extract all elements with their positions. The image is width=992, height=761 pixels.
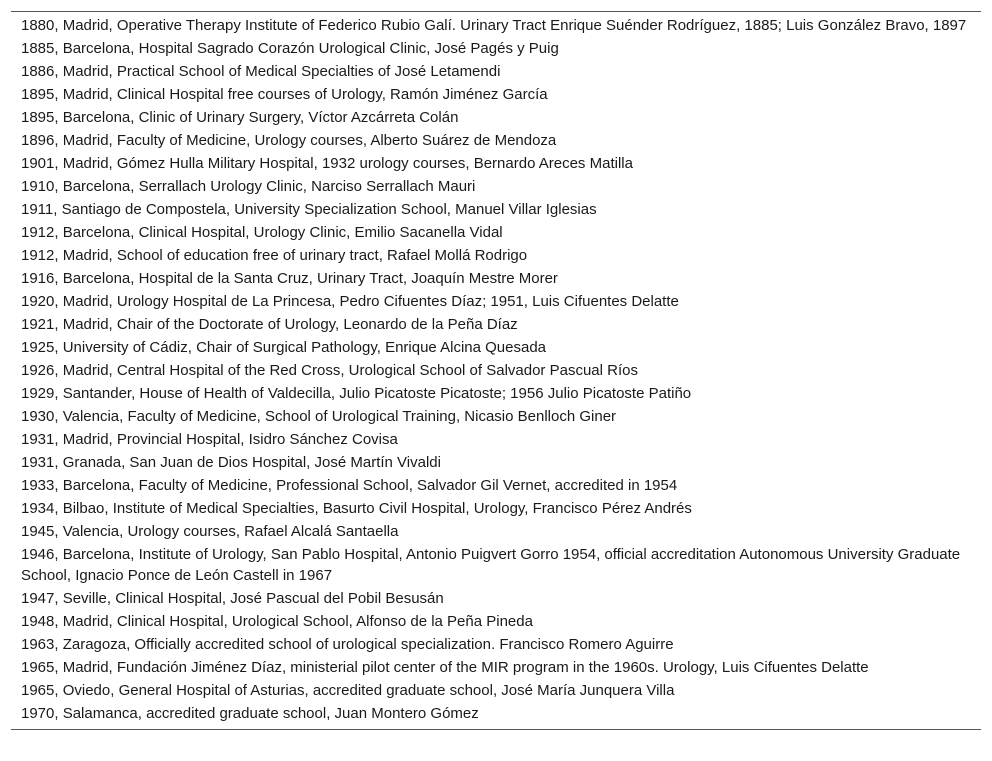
table-row xyxy=(11,702,981,725)
table-row xyxy=(11,60,981,83)
table-row xyxy=(11,587,981,610)
table-row xyxy=(11,543,981,587)
table-cell: 1948, Madrid, Clinical Hospital, Urological School, Alfonso de la Peña Pineda xyxy=(21,613,533,630)
table-row xyxy=(11,83,981,106)
table-row xyxy=(11,290,981,313)
table-cell: 1896, Madrid, Faculty of Medicine, Urology courses, Alberto Suárez de Mendoza xyxy=(21,132,557,149)
table-row xyxy=(11,679,981,702)
table-cell: 1920, Madrid, Urology Hospital de La Princesa, Pedro Cifuentes Díaz; 1951, Luis Cifuentes Delatte xyxy=(21,293,679,310)
table-row xyxy=(11,336,981,359)
table-row xyxy=(11,520,981,543)
table-cell: 1895, Barcelona, Clinic of Urinary Surgery, Víctor Azcárreta Colán xyxy=(21,109,459,126)
table-row xyxy=(11,313,981,336)
table-cell: 1947, Seville, Clinical Hospital, José Pascual del Pobil Besusán xyxy=(21,590,444,607)
table-cell: 1880, Madrid, Operative Therapy Institute of Federico Rubio Galí. Urinary Tract Enrique Suénder Rodríguez, 1885; Luis González Bravo, 1897 xyxy=(21,17,967,34)
table-row xyxy=(11,656,981,679)
table-row xyxy=(11,428,981,451)
table-row xyxy=(11,633,981,656)
table-cell: 1911, Santiago de Compostela, University Specialization School, Manuel Villar Iglesias xyxy=(21,201,597,218)
table-cell: 1925, University of Cádiz, Chair of Surgical Pathology, Enrique Alcina Quesada xyxy=(21,339,547,356)
table-row xyxy=(11,267,981,290)
table-cell: 1910, Barcelona, Serrallach Urology Clinic, Narciso Serrallach Mauri xyxy=(21,178,476,195)
table-row xyxy=(11,497,981,520)
history-table xyxy=(11,11,981,730)
table-row xyxy=(11,129,981,152)
history-table-body xyxy=(11,14,981,725)
table-cell: 1929, Santander, House of Health of Valdecilla, Julio Picatoste Picatoste; 1956 Julio Picatoste Patiño xyxy=(21,385,692,402)
table-cell: 1926, Madrid, Central Hospital of the Red Cross, Urological School of Salvador Pascual Ríos xyxy=(21,362,638,379)
table-cell: 1895, Madrid, Clinical Hospital free courses of Urology, Ramón Jiménez García xyxy=(21,86,548,103)
table-cell: 1901, Madrid, Gómez Hulla Military Hospital, 1932 urology courses, Bernardo Areces Matilla xyxy=(21,155,633,172)
table-cell: 1965, Oviedo, General Hospital of Asturias, accredited graduate school, José María Junquera Villa xyxy=(21,682,675,699)
table-row xyxy=(11,152,981,175)
table-row xyxy=(11,221,981,244)
table-row xyxy=(11,405,981,428)
table-row xyxy=(11,382,981,405)
table-cell: 1946, Barcelona, Institute of Urology, San Pablo Hospital, Antonio Puigvert Gorro 1954, official accreditation Autonomous University Graduate School, Ignacio Ponce de León Castell in 1967 xyxy=(21,546,961,584)
table-cell: 1912, Barcelona, Clinical Hospital, Urology Clinic, Emilio Sacanella Vidal xyxy=(21,224,503,241)
table-cell: 1885, Barcelona, Hospital Sagrado Corazón Urological Clinic, José Pagés y Puig xyxy=(21,40,559,57)
table-row xyxy=(11,106,981,129)
table-row xyxy=(11,175,981,198)
table-row xyxy=(11,474,981,497)
table-row xyxy=(11,37,981,60)
table-cell: 1934, Bilbao, Institute of Medical Specialties, Basurto Civil Hospital, Urology, Francisco Pérez Andrés xyxy=(21,500,692,517)
table-row xyxy=(11,610,981,633)
table-cell: 1965, Madrid, Fundación Jiménez Díaz, ministerial pilot center of the MIR program in the 1960s. Urology, Luis Cifuentes Delatte xyxy=(21,659,869,676)
table-cell: 1970, Salamanca, accredited graduate school, Juan Montero Gómez xyxy=(21,705,479,722)
table-cell: 1921, Madrid, Chair of the Doctorate of Urology, Leonardo de la Peña Díaz xyxy=(21,316,518,333)
table-cell: 1912, Madrid, School of education free of urinary tract, Rafael Mollá Rodrigo xyxy=(21,247,528,264)
table-row xyxy=(11,359,981,382)
table-cell: 1930, Valencia, Faculty of Medicine, School of Urological Training, Nicasio Benlloch Giner xyxy=(21,408,617,425)
table-row xyxy=(11,244,981,267)
table-cell: 1933, Barcelona, Faculty of Medicine, Professional School, Salvador Gil Vernet, accredited in 1954 xyxy=(21,477,678,494)
table-cell: 1931, Granada, San Juan de Dios Hospital, José Martín Vivaldi xyxy=(21,454,441,471)
table-row xyxy=(11,14,981,37)
table-cell: 1886, Madrid, Practical School of Medical Specialties of José Letamendi xyxy=(21,63,501,80)
table-row xyxy=(11,451,981,474)
table-cell: 1916, Barcelona, Hospital de la Santa Cruz, Urinary Tract, Joaquín Mestre Morer xyxy=(21,270,558,287)
table-row xyxy=(11,198,981,221)
table-cell: 1945, Valencia, Urology courses, Rafael Alcalá Santaella xyxy=(21,523,399,540)
table-cell: 1963, Zaragoza, Officially accredited school of urological specialization. Francisco Romero Aguirre xyxy=(21,636,674,653)
table-cell: 1931, Madrid, Provincial Hospital, Isidro Sánchez Covisa xyxy=(21,431,398,448)
